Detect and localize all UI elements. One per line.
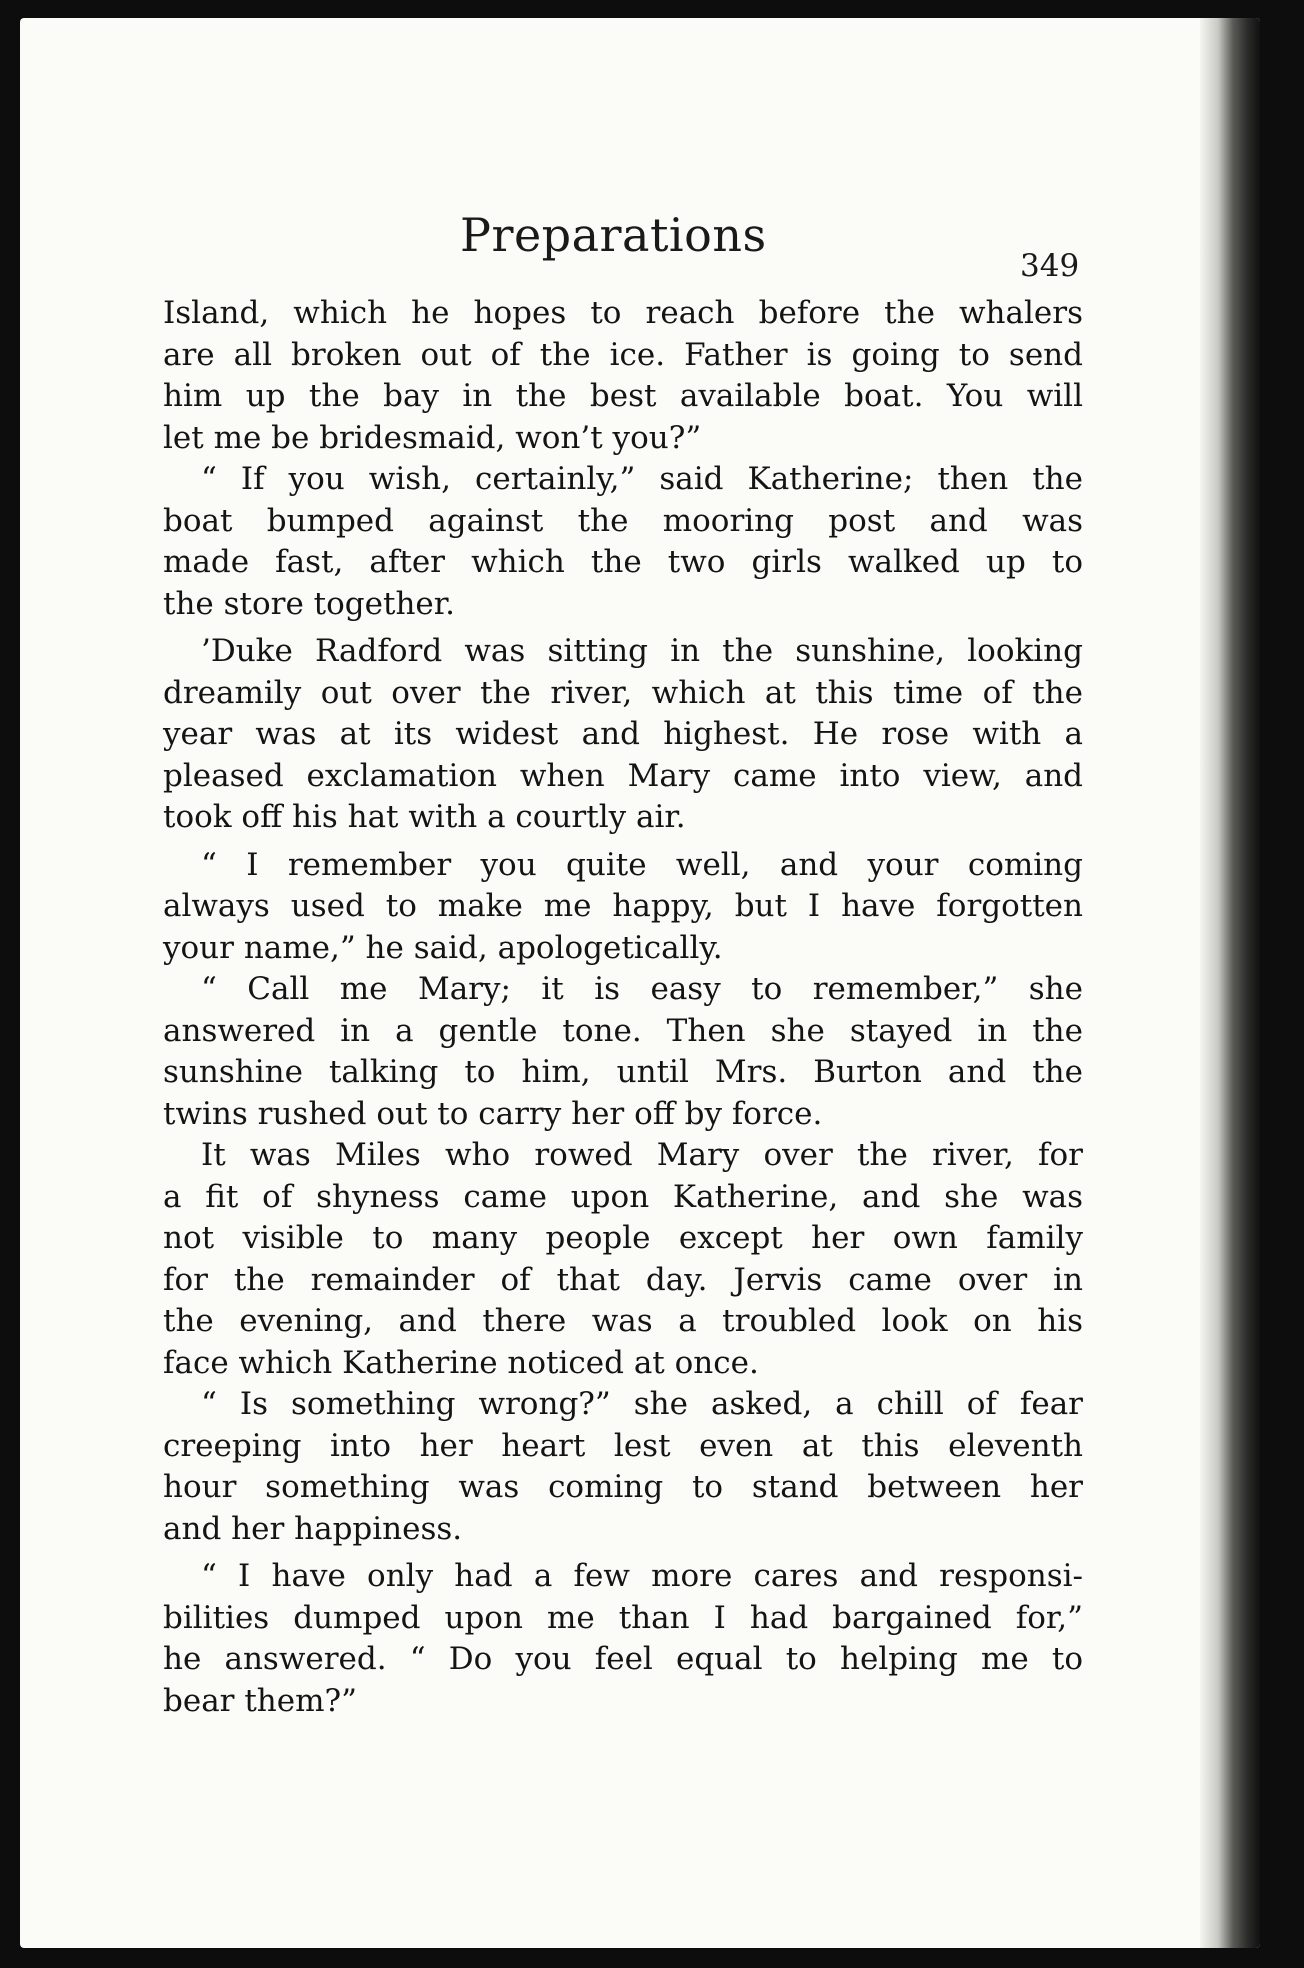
text-line: creeping into her heart lest even at this eleventh — [163, 1427, 1083, 1464]
text-line: he answered. “ Do you feel equal to helping me to — [163, 1641, 1083, 1677]
text-line: hour something was coming to stand between her — [163, 1469, 1083, 1505]
text-line: bilities dumped upon me than I had bargained for,” — [163, 1599, 1083, 1636]
text-line: took off his hat with a courtly air. — [163, 799, 686, 835]
text-line: “ If you wish, certainly,” said Katherine; then the — [201, 461, 1083, 497]
text-line: pleased exclamation when Mary came into view, and — [163, 757, 1083, 794]
text-line: dreamily out over the river, which at this time of the — [163, 674, 1083, 711]
text-line: twins rushed out to carry her off by force. — [163, 1095, 823, 1132]
text-line: always used to make me happy, but I have forgotten — [163, 888, 1083, 924]
text-line: year was at its widest and highest. He rose with a — [163, 716, 1083, 752]
body-text — [163, 293, 1083, 1722]
text-line: and her happiness. — [163, 1510, 463, 1547]
text-line: your name,” he said, apologetically. — [163, 929, 723, 966]
text-line: for the remainder of that day. Jervis came over in — [163, 1261, 1083, 1298]
text-line: not visible to many people except her own family — [163, 1220, 1083, 1256]
text-line: “ Is something wrong?” she asked, a chill of fear — [201, 1386, 1083, 1422]
text-line: “ I have only had a few more cares and responsi- — [201, 1558, 1083, 1594]
text-line: answered in a gentle tone. Then she stayed in the — [163, 1012, 1083, 1049]
text-line: a fit of shyness came upon Katherine, and she was — [163, 1178, 1083, 1215]
page-number: 349 — [1020, 248, 1080, 284]
text-line: let me be bridesmaid, won’t you?” — [163, 419, 702, 456]
text-line: “ I remember you quite well, and your coming — [201, 846, 1083, 883]
text-line: ’Duke Radford was sitting in the sunshine, looking — [201, 633, 1083, 669]
text-line: boat bumped against the mooring post and was — [163, 502, 1083, 539]
text-line: the store together. — [163, 585, 456, 622]
text-line: him up the bay in the best available boat. You will — [163, 378, 1083, 414]
text-line: bear them?” — [163, 1682, 357, 1719]
book-page — [20, 18, 1260, 1948]
text-line: face which Katherine noticed at once. — [163, 1344, 759, 1381]
text-line: made fast, after which the two girls walked up to — [163, 544, 1083, 580]
running-title: Preparations — [460, 208, 767, 262]
text-line: “ Call me Mary; it is easy to remember,” she — [201, 971, 1083, 1007]
text-line: It was Miles who rowed Mary over the river, for — [201, 1137, 1083, 1173]
text-line: the evening, and there was a troubled look on his — [163, 1303, 1083, 1339]
text-line: are all broken out of the ice. Father is going to send — [163, 336, 1083, 373]
text-line: sunshine talking to him, until Mrs. Burton and the — [163, 1054, 1083, 1090]
page-header — [20, 208, 1120, 288]
text-line: Island, which he hopes to reach before the whalers — [163, 295, 1083, 331]
page-edge-shadow — [1200, 18, 1260, 1948]
